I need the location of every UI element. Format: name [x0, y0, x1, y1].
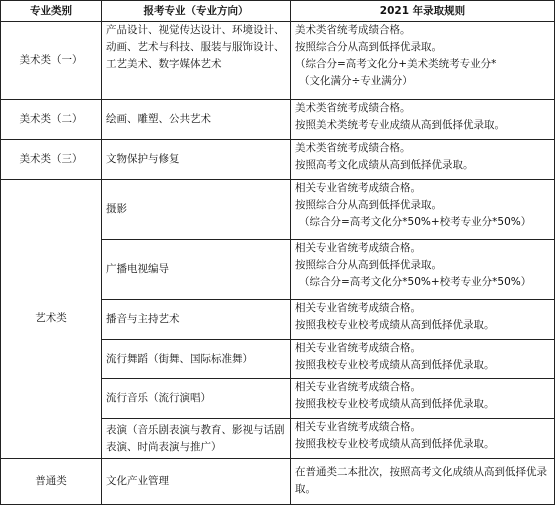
major-cell: 广播电视编导 — [102, 240, 291, 300]
category-cell: 艺术类 — [1, 179, 102, 458]
rule-cell — [291, 458, 555, 504]
rule-cell — [291, 300, 555, 340]
rule-line: 相关专业省统考成绩合格。 — [295, 381, 421, 394]
category-cell: 普通类 — [1, 458, 102, 504]
major-cell — [102, 419, 291, 459]
rule-line: 相关专业省统考成绩合格。 — [295, 341, 421, 354]
rule-line: （综合分=高考文化分+美术类统考专业分* — [295, 58, 497, 70]
major-text: 表演（音乐剧表演与教育、影视与话剧表演、时尚表演与推广） — [106, 423, 285, 453]
rule-line: （综合分=高考文化分*50%+校考专业分*50%） — [299, 215, 532, 228]
rule-line: 按照美术类统考专业成绩从高到低择优录取。 — [295, 119, 505, 132]
table-row — [1, 179, 555, 240]
rule-cell — [291, 419, 555, 459]
table-row — [1, 100, 555, 140]
category-cell: 美术类（二） — [1, 100, 102, 140]
rule-line: 相关专业省统考成绩合格。 — [295, 302, 421, 315]
rule-line: 按照综合分从高到低择优录取。 — [295, 198, 442, 211]
table-header-row — [1, 1, 555, 22]
rule-line: 美术类省统考成绩合格。 — [295, 24, 411, 36]
major-cell: 流行音乐（流行演唱） — [102, 379, 291, 419]
major-text: 产品设计、视觉传达设计、环境设计、动画、艺术与科技、服装与服饰设计、工艺美术、数字媒体艺术 — [106, 24, 285, 70]
rule-line: （综合分=高考文化分*50%+校考专业分*50%） — [299, 276, 532, 289]
rule-cell — [291, 339, 555, 379]
rule-line: （文化满分÷专业满分） — [299, 75, 413, 87]
major-cell: 流行舞蹈（街舞、国际标准舞） — [102, 339, 291, 379]
rule-line: 按照高考文化成绩从高到低择优录取。 — [295, 159, 474, 172]
category-cell: 美术类（一） — [1, 22, 102, 100]
rule-line: 按照我校专业校考成绩从高到低择优录取。 — [295, 319, 495, 332]
table-row — [1, 22, 555, 100]
major-cell: 绘画、雕塑、公共艺术 — [102, 100, 291, 140]
category-cell: 美术类（三） — [1, 140, 102, 180]
rule-cell — [291, 240, 555, 300]
header-major: 报考专业（专业方向） — [102, 1, 291, 22]
rule-line: 按照综合分从高到低择优录取。 — [295, 259, 442, 272]
rule-cell — [291, 379, 555, 419]
table-row — [1, 458, 555, 504]
rule-line: 在普通类二本批次，按照高考文化成绩从高到低择优录取。 — [295, 466, 547, 496]
table-row — [1, 140, 555, 180]
rule-line: 相关专业省统考成绩合格。 — [295, 181, 421, 194]
rule-line: 按照我校专业校考成绩从高到低择优录取。 — [295, 358, 495, 371]
rule-line: 相关专业省统考成绩合格。 — [295, 421, 421, 434]
major-cell: 摄影 — [102, 179, 291, 240]
rule-line: 按照我校专业校考成绩从高到低择优录取。 — [295, 398, 495, 411]
rule-line: 美术类省统考成绩合格。 — [295, 142, 411, 155]
major-cell — [102, 22, 291, 100]
header-rule: 2021 年录取规则 — [291, 1, 555, 22]
rule-line: 按照综合分从高到低择优录取。 — [295, 41, 442, 53]
major-cell: 文物保护与修复 — [102, 140, 291, 180]
major-cell: 文化产业管理 — [102, 458, 291, 504]
rule-line: 按照我校专业校考成绩从高到低择优录取。 — [295, 438, 495, 451]
rule-line: 美术类省统考成绩合格。 — [295, 102, 411, 115]
header-category: 专业类别 — [1, 1, 102, 22]
rule-cell — [291, 179, 555, 240]
rule-cell — [291, 140, 555, 180]
major-cell: 播音与主持艺术 — [102, 300, 291, 340]
rule-line: 相关专业省统考成绩合格。 — [295, 242, 421, 255]
rule-cell — [291, 22, 555, 100]
rule-cell — [291, 100, 555, 140]
